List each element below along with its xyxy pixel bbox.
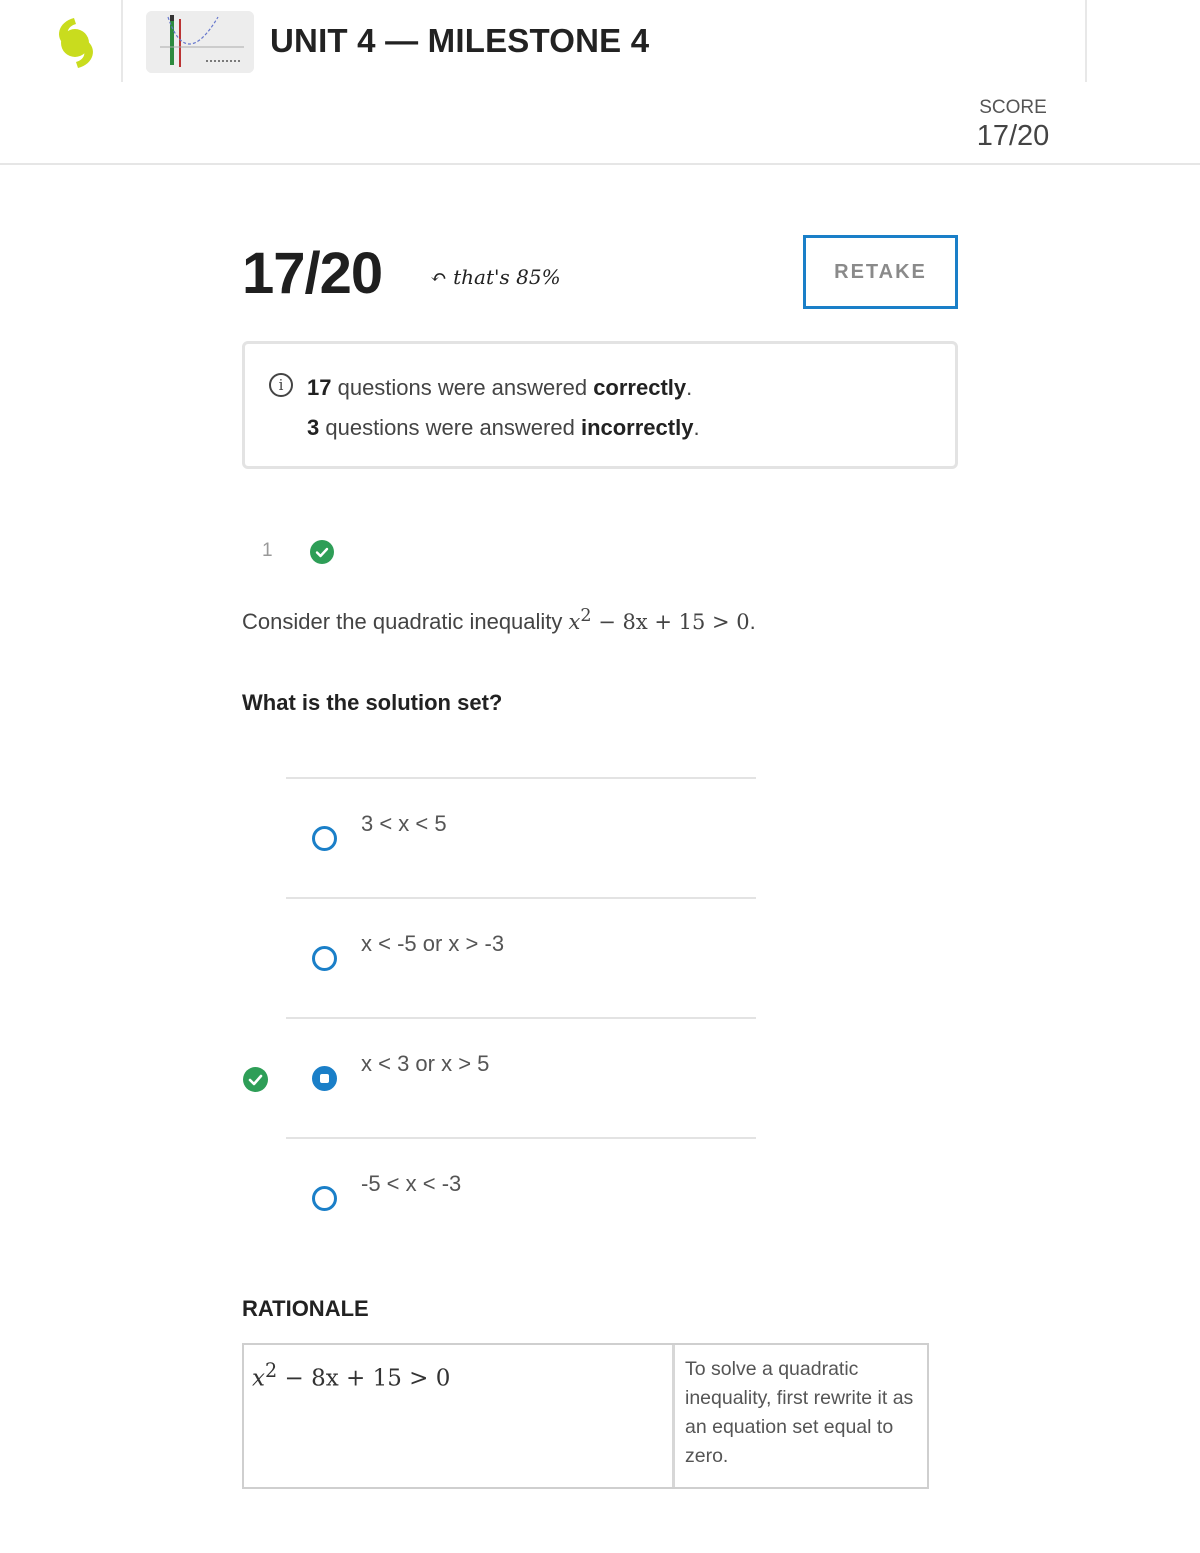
math-variable: x [252,1365,265,1392]
option-radio-3-selected[interactable] [312,1066,337,1091]
question-prompt: What is the solution set? [242,690,503,715]
question-intro-end: . [749,609,756,634]
correct-summary [307,375,692,401]
option-radio-2[interactable] [312,946,337,971]
incorrect-word: incorrectly [580,415,694,440]
page-title: UNIT 4 — MILESTONE 4 [270,22,650,59]
math-variable: x [568,610,581,634]
rationale-table [242,1343,929,1489]
score-annotation-text: that's 85% [453,265,561,289]
math-rest: − 8x + 15 > 0 [591,610,750,634]
incorrect-summary [307,415,700,441]
option-divider [286,777,756,779]
header-divider [1085,0,1087,82]
option-label-4[interactable]: -5 < x < -3 [361,1171,462,1196]
math-exponent: 2 [264,1359,278,1382]
graph-thumbnail-icon [146,11,254,73]
score-label: SCORE [979,97,1047,118]
option-divider [286,897,756,899]
rationale-math-cell [244,1345,675,1487]
period: . [686,375,693,400]
question-number: 1 [262,540,273,561]
score-value: 17/20 [976,120,1050,152]
math-exponent: 2 [580,606,592,626]
header-divider [121,0,123,82]
app-logo-icon[interactable] [52,16,100,70]
option-radio-4[interactable] [312,1186,337,1211]
period: . [693,415,700,440]
summary-text: questions were answered [331,375,594,400]
question-intro: Consider the quadratic inequality [242,609,569,634]
rationale-title: RATIONALE [242,1296,369,1321]
correct-word: correctly [593,375,687,400]
correct-count: 17 [307,375,332,400]
correct-answer-check-icon [242,1066,269,1093]
option-label-3[interactable]: x < 3 or x > 5 [361,1051,490,1076]
option-divider [286,1137,756,1139]
question-text [242,606,756,635]
info-icon: i [269,373,293,397]
curved-arrow-icon: ↶ [430,265,447,289]
retake-button[interactable]: RETAKE [803,235,958,309]
question-correct-check-icon [309,539,335,565]
option-radio-1[interactable] [312,826,337,851]
rationale-math [252,1359,450,1392]
math-rest: − 8x + 15 > 0 [277,1365,451,1392]
option-label-2[interactable]: x < -5 or x > -3 [361,931,505,956]
rationale-explanation: To solve a quadratic inequality, first rewrite it as an equation set equal to zero. [685,1358,914,1467]
option-divider [286,1017,756,1019]
option-label-1[interactable]: 3 < x < 5 [361,811,447,836]
results-summary [242,341,958,469]
summary-text: questions were answered [319,415,581,440]
incorrect-count: 3 [307,415,320,440]
inequality-expression [568,606,750,634]
score-annotation [430,265,561,289]
result-score: 17/20 [242,241,383,306]
top-bar [0,0,1200,165]
unit-thumbnail [146,11,254,73]
